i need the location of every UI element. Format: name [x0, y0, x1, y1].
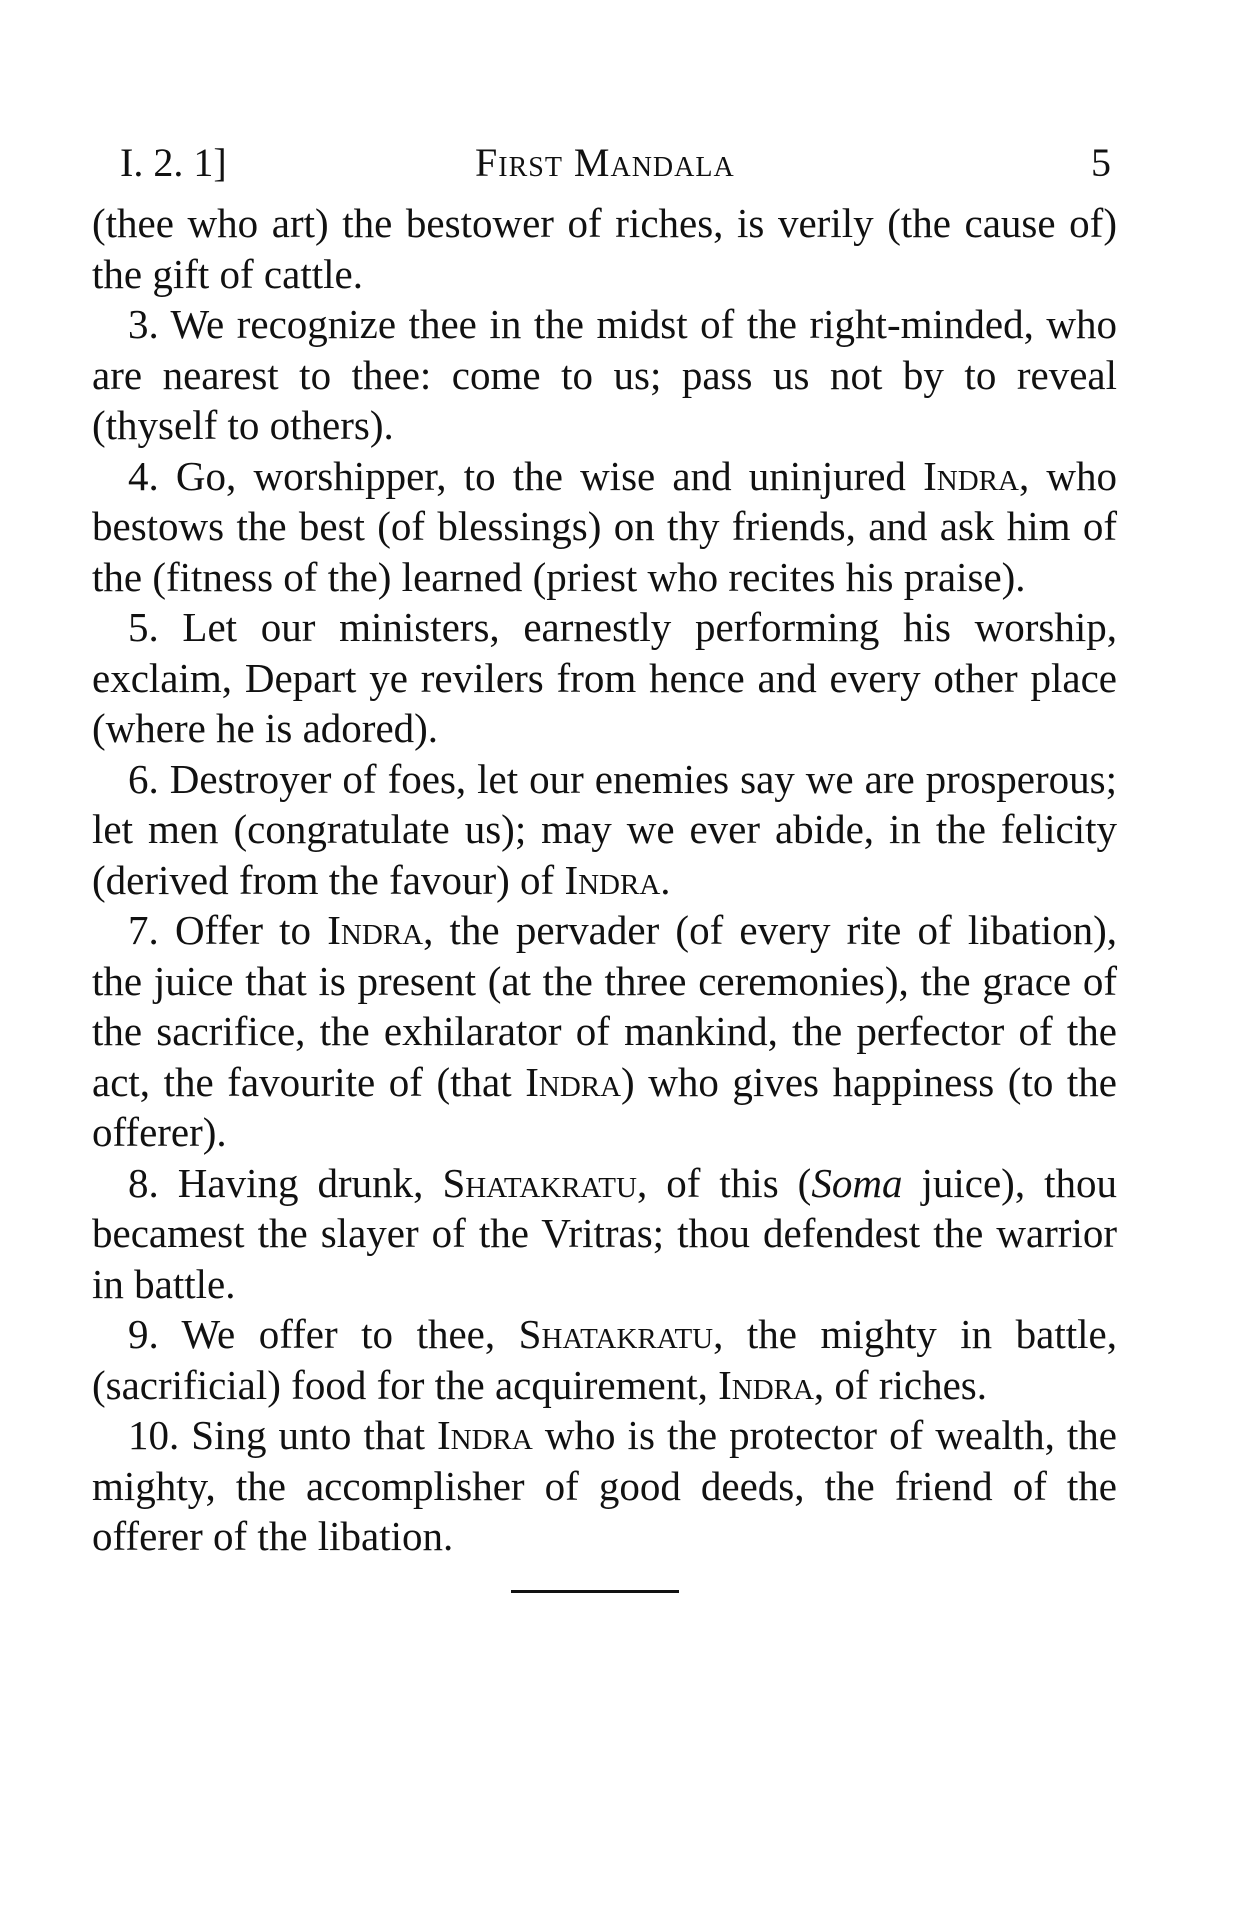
text-run: (thee who art) the bestower of riches, is verily (the cause of) the gift of cattle. [92, 200, 1117, 297]
verse-paragraph [92, 602, 1117, 754]
text-run: ) who gives happiness (to the offerer). [92, 1058, 1117, 1155]
text-run: 7. Offer to [128, 907, 328, 953]
text-run: , the pervader (of every rite of libation), the juice that is present (at the three ceremonies), the grace of the sacrifice, the exhilarator of mankind, the perfector of the act, the favourite of (that [92, 907, 1118, 1105]
text-run: juice), thou becamest the slayer of the Vritras; thou defendest the warrior in battle. [92, 1159, 1117, 1307]
small-caps-name: Indra [525, 1058, 622, 1105]
body-text [92, 198, 1117, 1562]
verse-paragraph [92, 905, 1117, 1158]
text-run: 4. Go, worshipper, to the wise and uninjured [128, 452, 924, 499]
book-page [92, 138, 1117, 1593]
small-caps-name: Shatakratu [442, 1159, 637, 1206]
verse-paragraph [92, 1309, 1117, 1410]
text-run: 8. Having drunk, [128, 1159, 443, 1206]
text-run: who is the protector of wealth, the mighty, the accomplisher of good deeds, the friend of the offerer of the libation. [92, 1412, 1117, 1559]
text-run: 6. Destroyer of foes, let our enemies say we are prosperous; let men (congratulate us); may we ever abide, in the felicity (derived from the favour) of [92, 755, 1117, 903]
chapter-reference: I. 2. 1] [120, 140, 227, 185]
small-caps-name: Indra [718, 1361, 814, 1408]
text-run: . [660, 856, 671, 903]
text-run: 9. We offer to thee, [128, 1311, 519, 1357]
text-run: 10. Sing unto that [128, 1412, 438, 1458]
text-run: , of this ( [636, 1159, 812, 1206]
small-caps-name: Shatakratu [518, 1311, 714, 1357]
page-number: 5 [1091, 140, 1111, 185]
text-run: , who bestows the best (of blessings) on thy friends, and ask him of the (fitness of the) learned (priest who recites his praise). [92, 452, 1117, 600]
verse-paragraph [92, 451, 1117, 603]
text-run: 3. We recognize thee in the midst of the right-minded, who are nearest to thee: come to us; pass us not by to reveal (thyself to others). [92, 301, 1117, 448]
running-title: First Mandala [475, 140, 735, 185]
text-run: , the mighty in battle, (sacrificial) food for the acquirement, [92, 1311, 1117, 1408]
verse-paragraph [92, 299, 1117, 451]
verse-paragraph [92, 754, 1117, 906]
small-caps-name: Indra [327, 907, 424, 953]
verse-paragraph [92, 1410, 1117, 1562]
running-head [92, 138, 1117, 188]
small-caps-name: Indra [437, 1412, 533, 1458]
small-caps-name: Indra [564, 856, 661, 903]
italic-term: Soma [811, 1159, 903, 1206]
text-run: 5. Let our ministers, earnestly performing his worship, exclaim, Depart ye revilers from hence and every other place (where he is adored). [92, 604, 1117, 751]
small-caps-name: Indra [923, 452, 1019, 499]
text-run: , of riches. [813, 1361, 987, 1408]
verse-paragraph [92, 1158, 1117, 1310]
verse-paragraph [92, 198, 1117, 299]
end-rule [511, 1590, 679, 1593]
